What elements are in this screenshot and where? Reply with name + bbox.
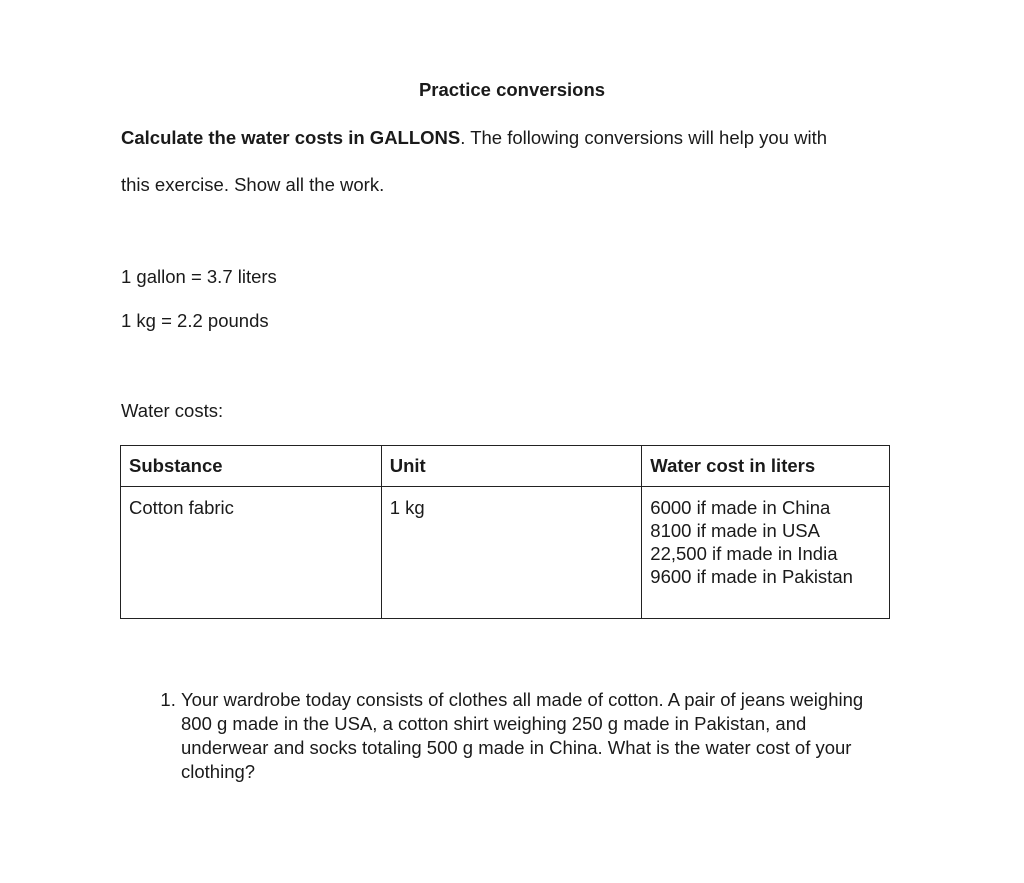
header-water-cost: Water cost in liters [642, 446, 890, 487]
cell-substance: Cotton fabric [121, 487, 382, 619]
question-list [150, 688, 881, 784]
water-costs-label: Water costs: [121, 400, 224, 421]
instructions-line-2: this exercise. Show all the work. [121, 174, 385, 195]
instructions-text: . The following conversions will help you with [460, 127, 828, 148]
header-unit: Unit [381, 446, 642, 487]
question-1: 1. Your wardrobe today consists of clothes all made of cotton. A pair of jeans weighing 800 g made in the USA, a cotton shirt weighing 250 g made in Pakistan, and underwear and socks totaling 500 g made in China. What is the water cost of your clothing? [181, 688, 881, 784]
page-title: Practice conversions [418, 79, 606, 100]
water-costs-table [120, 445, 890, 619]
cost-usa: 8100 if made in USA [650, 520, 820, 541]
cost-china: 6000 if made in China [650, 497, 831, 518]
cost-pakistan: 9600 if made in Pakistan [650, 566, 853, 587]
table-row [121, 487, 890, 619]
conversion-gallon-liters: 1 gallon = 3.7 liters [121, 266, 277, 287]
header-substance: Substance [121, 446, 382, 487]
cell-unit: 1 kg [381, 487, 642, 619]
table-header-row [121, 446, 890, 487]
cost-india: 22,500 if made in India [650, 543, 838, 564]
conversion-kg-pounds: 1 kg = 2.2 pounds [121, 310, 269, 331]
cell-water-cost [642, 487, 890, 619]
instructions-emphasis: Calculate the water costs in GALLONS [121, 127, 461, 148]
instructions-line-1 [121, 126, 921, 150]
